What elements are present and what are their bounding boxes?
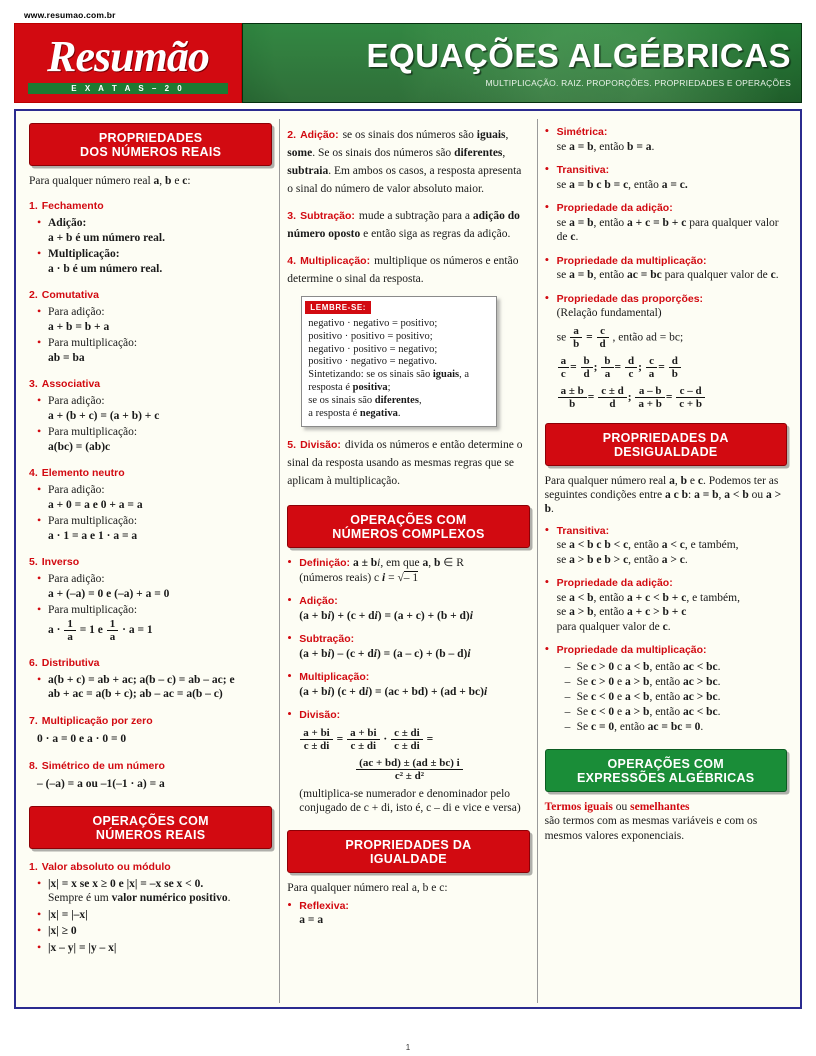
item-text: a ± bi, em que a, b ∈ R (números reais) c i = √– 1: [299, 557, 464, 584]
list-item: [565, 720, 787, 735]
item-text: mude a subtração para a adição do número oposto e então siga as regras da adição.: [287, 210, 520, 240]
list-complexos: [287, 556, 529, 816]
list-item: 2. Comutativa • Para adição: a + b = b + a • Para multiplicação: ab = ba: [29, 285, 272, 365]
sub-item: • |x| ≥ 0: [37, 924, 272, 939]
list-item: • Propriedade da adição: se a < b, então a + c < b + c, e também, se a > b, então a + c > b + c para qualquer valor de c.: [545, 576, 787, 634]
list-item: • Definição: a ± bi, em que a, b ∈ R (números reais) c i = √– 1: [287, 556, 529, 585]
list-item: [565, 690, 787, 705]
list-item: 2. Adição: se os sinais dos números são iguais, some. Se os sinais dos números são diferentes, subtraia. Em ambos os casos, a resposta apresenta o sinal do número de valor absoluto maior.: [287, 129, 522, 195]
sub-item: • Multiplicação: a · b é um número real.: [37, 247, 272, 276]
list-operacoes-reais-cont: [287, 125, 529, 287]
list-item: [565, 705, 787, 720]
formula-divisao-resultado: $\frac{(ac + bd) \pm (ad \pm bc) i}{\text{c² ± d²}}$: [289, 757, 529, 783]
banner-line-2: NÚMEROS REAIS: [95, 827, 206, 842]
item-text: divida os números e então determine o sinal da resposta usando as mesmas regras que se aplicam à multiplicação.: [287, 439, 523, 488]
item-text: se a < b c b < c, então a < c, e também, se a > b e b > c, então a > c.: [556, 539, 739, 566]
list-item: • Propriedade da multiplicação: – Se c > 0 c a < b, então ac < bc. – Se c > 0 e a > b, então ac > bc. – Se c < 0 e a < b, então ac > bc. – Se c < 0 e a > b, então ac < bc. – Se c = 0, então ac = bc = 0.: [545, 643, 787, 735]
item-text: (Relação fundamental): [556, 307, 662, 319]
list-item: • Divisão: $\frac{a + bi}{c \pm di}$ = $\frac{a + bi}{c \pm di}$ · $\frac{c \pm di}{c \pm di}$ = $\frac{(ac + bd) \pm (ad \pm bc) i}{\text{c² ± d²}}$ (multiplica-se numerador e denominador pelo conjugado de c + di, isto é, c – di e vice e versa): [287, 708, 529, 816]
sub-item: • Para adição: a + 0 = a e 0 + a = a: [37, 483, 272, 512]
abs-note: Sempre é um valor numérico positivo.: [48, 892, 231, 904]
list-item: 3. Subtração: mude a subtração para a adição do número oposto e então siga as regras da adição.: [287, 210, 520, 240]
list-divisao: [287, 435, 529, 489]
column-3: [537, 119, 794, 1003]
text-termos-iguais: Termos iguais ou semelhantes são termos com as mesmas variáveis e com os mesmos valores exponenciais.: [544, 800, 758, 842]
column-1: [22, 119, 279, 1003]
list-item: • Propriedade das proporções: (Relação fundamental) se $\frac{a}{b}$ = $\frac{c}{d}$ , então ad = bc; $\frac{a}{c}$ = $\frac{b}{d}$ ; $\frac{b}{a}$ = $\frac{d}{c}$ ; $\frac{c}{a}$ = $\frac{d}{b}$ $\frac{a \pm b}{b}$ = $\frac{c \pm d}{d}$ ; $\frac{a - b}{a + b}$ = $\frac{c - d}{c + b}$: [545, 292, 787, 411]
sub-item: • |x| = |–x|: [37, 908, 272, 923]
note-lembre-se: [301, 296, 497, 427]
sub-item: • |x| = x se x ≥ 0 e |x| = –x se x < 0. Sempre é um valor numérico positivo.: [37, 877, 272, 906]
item-text: se a = b, então a + c = b + c para qualquer valor de c.: [556, 216, 779, 243]
list-item: [565, 660, 787, 675]
section-banner-desigualdade: [545, 423, 787, 466]
formula-proporcao-3: $\frac{a \pm b}{b}$ = $\frac{c \pm d}{d}$ ; $\frac{a - b}{a + b}$ = $\frac{c - d}{c + b}$: [557, 385, 787, 411]
sub-item: • Para adição: a + b = b + a: [37, 305, 272, 334]
item-text: Se c < 0 e a < b, então ac > bc.: [576, 690, 721, 703]
banner-line-1: OPERAÇÕES COM: [350, 513, 467, 528]
sub-item: • Para multiplicação: ab = ba: [37, 336, 272, 365]
list-item: 5. Inverso • Para adição: a + (–a) = 0 e (–a) + a = 0 • Para multiplicação: a · $\frac{1}{a}$ = 1 e $\frac{1}{a}$ · a = 1: [29, 552, 272, 644]
item-text: multiplique os números e então determine o sinal da resposta.: [287, 255, 519, 285]
section-banner-numeros-complexos: [287, 505, 529, 548]
section-banner-propriedades-reais: [29, 123, 272, 166]
item-text: (multiplica-se numerador e denominador pelo conjugado de c + di, isto é, c – di e vice e versa): [299, 787, 521, 815]
item-text: se a = b, então b = a.: [556, 140, 655, 153]
content-frame: [14, 109, 802, 1009]
title-banner: [242, 23, 802, 103]
item-valor-absoluto: 1. Valor absoluto ou módulo • |x| = x se x ≥ 0 e |x| = –x se x < 0. Sempre é um valor numérico positivo. • |x| = |–x| • |x| ≥ 0 • |x – y| = |y – x|: [29, 857, 272, 956]
list-item: 8. Simétrico de um número – (–a) = a ou –1(–1 · a) = a: [29, 759, 165, 790]
item-text: (a + bi) – (c + di) = (a – c) + (b – d)i: [299, 647, 471, 660]
list-item: • Propriedade da adição: se a = b, então a + c = b + c para qualquer valor de c.: [545, 201, 787, 245]
masthead: [14, 23, 802, 103]
logo-resumao: [14, 23, 242, 103]
banner-line-1: OPERAÇÕES COM: [607, 756, 724, 771]
list-item: 3. Associativa • Para adição: a + (b + c) = (a + b) + c • Para multiplicação: a(bc) = (ab)c: [29, 374, 272, 454]
note-tab-label: LEMBRE-SE:: [305, 301, 371, 314]
banner-line-2: DESIGUALDADE: [613, 444, 718, 459]
banner-line-2: DOS NÚMEROS REAIS: [80, 145, 222, 159]
formula-proporcao-1: se $\frac{a}{b}$ = $\frac{c}{d}$ , então ad = bc;: [556, 324, 684, 350]
item-text: Se c > 0 e a > b, então ac > bc.: [576, 675, 721, 688]
list-item: • Simétrica: se a = b, então b = a.: [545, 125, 787, 154]
list-item: 5. Divisão: divida os números e então determine o sinal da resposta usando as mesmas regras que se aplicam à multiplicação.: [287, 439, 523, 488]
list-igualdade: [287, 899, 529, 928]
page-subtitle: MULTIPLICAÇÃO. RAIZ. PROPORÇÕES. PROPRIEDADES E OPERAÇÕES: [485, 77, 791, 88]
banner-line-2: NÚMEROS COMPLEXOS: [332, 527, 485, 542]
item-text: se a = b c b = c, então a = c.: [556, 178, 688, 191]
note-body: negativo · negativo = positivo; positivo · positivo = positivo; negativo · positivo = negativo; positivo · negativo = negativo. Sintetizando: se os sinais são iguais, a resposta é positiva; se os sinais são diferentes, a resposta é negativa.: [308, 318, 470, 419]
formula-divisao-complexos: $\frac{a + bi}{c \pm di}$ = $\frac{a + bi}{c \pm di}$ · $\frac{c \pm di}{c \pm di}$ =: [299, 727, 529, 753]
list-item: 1. Fechamento • Adição: a + b é um número real. • Multiplicação: a · b é um número real.: [29, 196, 272, 276]
banner-line-2: IGUALDADE: [369, 851, 447, 866]
lead-text-reais: Para qualquer número real a, b e c:: [29, 175, 191, 187]
item-text: a = a: [299, 914, 324, 927]
list-item: • Subtração: (a + bi) – (c + di) = (a – c) + (b – d)i: [287, 632, 529, 661]
list-item: 4. Multiplicação: multiplique os números e então determine o sinal da resposta.: [287, 255, 519, 285]
list-item: [565, 675, 787, 690]
item-text: se os sinais dos números são iguais, some. Se os sinais dos números são diferentes, subtraia. Em ambos os casos, a resposta apresenta o sinal do número de valor absoluto maior.: [287, 129, 522, 195]
section-banner-operacoes-reais: [29, 806, 272, 849]
list-item: • Adição: (a + bi) + (c + di) = (a + c) + (b + d)i: [287, 594, 529, 623]
sub-item: • Para multiplicação: a(bc) = (ab)c: [37, 425, 272, 454]
sub-item: • |x – y| = |y – x|: [37, 941, 272, 956]
list-desigualdade: [545, 524, 787, 735]
item-text: se a < b, então a + c < b + c, e também, se a > b, então a + c > b + c para qualquer valor de c.: [556, 591, 740, 633]
brand-subtitle: E X A T A S – 2 0: [28, 83, 228, 94]
list-multiplicacao-casos: [565, 660, 787, 735]
lead-text-igualdade: Para qualquer número real a, b e c:: [287, 881, 448, 894]
list-item: • Transitiva: se a = b c b = c, então a = c.: [545, 163, 787, 192]
item-text: Se c > 0 c a < b, então ac < bc.: [576, 660, 721, 673]
column-2: [279, 119, 536, 1003]
section-banner-igualdade: [287, 830, 529, 873]
sub-item: • Para adição: a + (–a) = 0 e (–a) + a = 0: [37, 572, 272, 601]
site-url: www.resumao.com.br: [24, 10, 116, 20]
page-number: 1: [405, 1043, 411, 1052]
formula-proporcao-2: $\frac{a}{c}$ = $\frac{b}{d}$ ; $\frac{b}{a}$ = $\frac{d}{c}$ ; $\frac{c}{a}$ = $\frac{d}{b}$: [557, 355, 787, 381]
section-banner-expressoes-algebricas: [545, 749, 787, 792]
list-item: • Multiplicação: (a + bi) (c + di) = (ac + bd) + (ad + bc)i: [287, 670, 529, 699]
item-text: (a + bi) + (c + di) = (a + c) + (b + d)i: [299, 609, 473, 622]
list-item: 6. Distributiva • a(b + c) = ab + ac; a(b – c) = ab – ac; e ab + ac = a(b + c); ab – ac = a(b – c): [29, 653, 272, 702]
sub-item: • Para adição: a + (b + c) = (a + b) + c: [37, 394, 272, 423]
banner-line-1: PROPRIEDADES DA: [345, 837, 472, 852]
item-text: Se c < 0 e a > b, então ac < bc.: [576, 705, 721, 718]
sub-item: • Para multiplicação: a · $\frac{1}{a}$ = 1 e $\frac{1}{a}$ · a = 1: [37, 603, 272, 644]
brand-name: Resumão: [47, 31, 209, 81]
list-item: 7. Multiplicação por zero 0 · a = 0 e a · 0 = 0: [29, 714, 153, 745]
item-text: se a = b, então ac = bc para qualquer valor de c.: [556, 269, 779, 281]
list-igualdade-cont: [545, 125, 787, 411]
note-summary: Sintetizando: se os sinais são iguais, a resposta é positiva; se os sinais são diferentes, a resposta é negativa.: [308, 369, 470, 419]
banner-line-1: OPERAÇÕES COM: [92, 813, 209, 828]
item-text: Se c = 0, então ac = bc = 0.: [576, 720, 704, 733]
lead-text-desigualdade: Para qualquer número real a, b e c. Podemos ter as seguintes condições entre a c b: a = b, a < b ou a > b.: [544, 474, 782, 515]
formula-inverso-mult: a · $\frac{1}{a}$ = 1 e $\frac{1}{a}$ · a = 1: [48, 617, 153, 643]
sub-item: • Para multiplicação: a · 1 = a e 1 · a = a: [37, 514, 272, 543]
item-text: (a + bi) (c + di) = (ac + bd) + (ad + bc)i: [299, 685, 488, 698]
sub-item: • a(b + c) = ab + ac; a(b – c) = ab – ac; e ab + ac = a(b + c); ab – ac = a(b – c): [37, 673, 272, 702]
list-item: 4. Elemento neutro • Para adição: a + 0 = a e 0 + a = a • Para multiplicação: a · 1 = a e 1 · a = a: [29, 463, 272, 543]
page-title: EQUAÇÕES ALGÉBRICAS: [366, 36, 791, 74]
list-item: • Reflexiva: a = a: [287, 899, 529, 928]
banner-line-2: EXPRESSÕES ALGÉBRICAS: [577, 770, 755, 785]
list-item: • Propriedade da multiplicação: se a = b, então ac = bc para qualquer valor de c.: [545, 254, 787, 283]
banner-line-1: PROPRIEDADES: [98, 131, 203, 145]
sub-item: • Adição: a + b é um número real.: [37, 216, 272, 245]
banner-line-1: PROPRIEDADES DA: [602, 430, 729, 445]
list-item: • Transitiva: se a < b c b < c, então a < c, e também, se a > b e b > c, então a > c.: [545, 524, 787, 568]
list-propriedades-reais: [29, 196, 272, 792]
